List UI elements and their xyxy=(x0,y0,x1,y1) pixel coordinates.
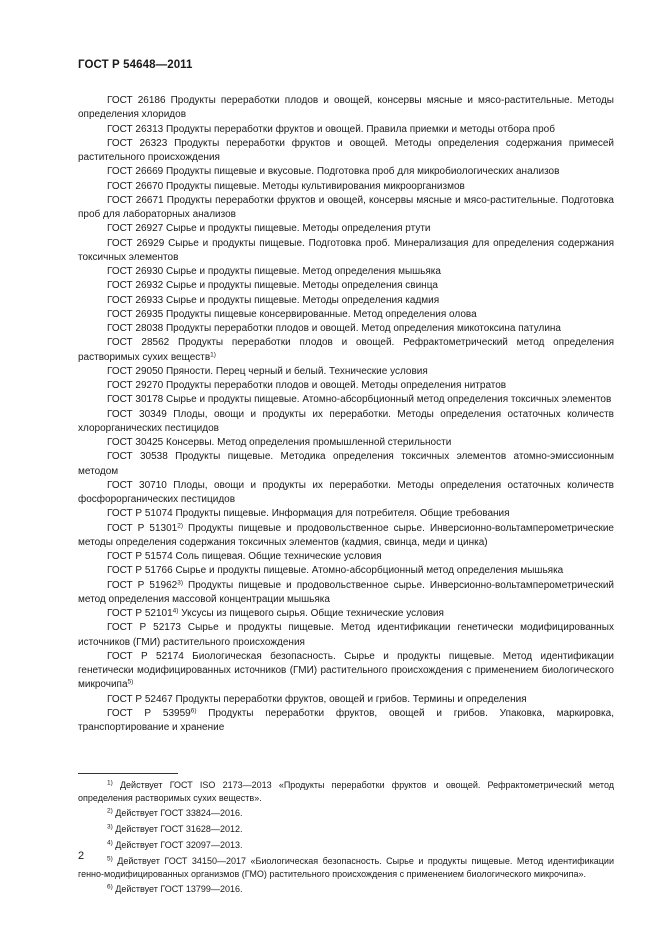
reference-text: ГОСТ 28038 Продукты переработки плодов и овощей. Метод определения микотоксина патулина xyxy=(107,323,561,334)
reference-designation: ГОСТ Р 51301 xyxy=(107,522,178,534)
reference-item xyxy=(78,707,614,736)
footnote-mark: 3) xyxy=(107,823,113,831)
reference-item xyxy=(78,436,614,450)
reference-text: ГОСТ 26933 Сырье и продукты пищевые. Методы определения кадмия xyxy=(107,294,440,306)
reference-text: ГОСТ 30349 Плоды, овощи и продукты их переработки. Методы определения остаточных количеств хлорорганических пестицидов xyxy=(78,408,614,434)
reference-text: ГОСТ Р 51574 Соль пищевая. Общие технические условия xyxy=(107,551,382,562)
reference-item xyxy=(78,123,614,137)
reference-item xyxy=(78,479,614,508)
reference-text: ГОСТ 26186 Продукты переработки плодов и овощей, консервы мясные и мясо-растительные. Методы определения хлоридов xyxy=(78,95,614,121)
reference-item xyxy=(78,194,614,223)
reference-item xyxy=(78,265,614,279)
reference-text: ГОСТ Р 52173 Сырье и продукты пищевые. Метод идентификации генетически модифицированных источников (ГМИ) растительного происхождения xyxy=(78,622,614,648)
footnote-mark: 5) xyxy=(127,678,134,686)
reference-text: ГОСТ 26670 Продукты пищевые. Методы культивирования микроорганизмов xyxy=(107,180,465,192)
reference-item xyxy=(78,308,614,322)
reference-item xyxy=(78,294,614,308)
footnote-mark: 3) xyxy=(177,579,183,586)
reference-item xyxy=(78,322,614,336)
reference-designation: ГОСТ Р 52101 xyxy=(107,608,173,619)
reference-text: ГОСТ 26323 Продукты переработки фруктов и овощей. Методы определения содержания примесей растительного происхождения xyxy=(78,137,614,163)
reference-item xyxy=(78,650,614,693)
reference-item xyxy=(78,180,614,194)
footnote-mark: 2) xyxy=(107,807,113,815)
footnote-text: Действует ГОСТ 34150—2017 «Биологическая безопасность. Сырье и продукты пищевые. Метод идентификации генно-модифицированных организмов (ГМО) растительного происхождения с применением биологического микрочипа». xyxy=(78,856,614,879)
reference-item xyxy=(78,94,614,123)
reference-item xyxy=(78,379,614,393)
footnote-mark: 4) xyxy=(107,839,113,847)
reference-text: ГОСТ 28562 Продукты переработки плодов и овощей. Рефрактометрический метод определения растворимых сухих веществ xyxy=(78,337,614,363)
footnote-divider xyxy=(78,773,178,774)
reference-text: ГОСТ 30178 Сырье и продукты пищевые. Атомно-абсорбционный метод определения токсичных элементов xyxy=(107,394,612,406)
footnote-item xyxy=(78,779,614,804)
reference-text: ГОСТ 29270 Продукты переработки плодов и овощей. Методы определения нитратов xyxy=(107,380,507,391)
footnote-item xyxy=(78,823,614,836)
footnote-text: Действует ГОСТ 31628—2012. xyxy=(112,824,243,835)
footnotes xyxy=(78,779,614,899)
reference-item xyxy=(78,621,614,650)
reference-text: ГОСТ 26932 Сырье и продукты пищевые. Методы определения свинца xyxy=(107,280,438,292)
reference-item xyxy=(78,693,614,707)
reference-item xyxy=(78,393,614,407)
footnote-text: Действует ГОСТ 33824—2016. xyxy=(112,808,243,819)
footnote-text: Действует ГОСТ ISO 2173—2013 «Продукты переработки фруктов и овощей. Рефрактометрический метод определения растворимых сухих веществ». xyxy=(78,780,614,803)
reference-text: ГОСТ Р 51074 Продукты пищевые. Информация для потребителя. Общие требования xyxy=(107,508,510,520)
reference-item xyxy=(78,237,614,266)
reference-text: ГОСТ 30710 Плоды, овощи и продукты их переработки. Методы определения остаточных количеств фосфорорганических пестицидов xyxy=(78,479,614,505)
reference-item xyxy=(78,137,614,166)
footnote-mark: 1) xyxy=(210,351,216,358)
footnote-mark: 1) xyxy=(107,779,113,787)
reference-title: Продукты переработки фруктов, овощей и грибов. Упаковка, маркировка, транспортирование и хранение xyxy=(78,707,614,733)
footnote-text: Действует ГОСТ 32097—2013. xyxy=(112,840,243,851)
reference-text: ГОСТ 30425 Консервы. Метод определения промышленной стерильности xyxy=(107,437,452,448)
footnote-mark: 4) xyxy=(172,607,179,615)
reference-item xyxy=(78,550,614,564)
normative-references xyxy=(78,94,614,735)
footnote-item xyxy=(78,807,614,820)
reference-text: ГОСТ Р 52467 Продукты переработки фруктов, овощей и грибов. Термины и определения xyxy=(107,693,527,705)
reference-text: ГОСТ 26671 Продукты переработки фруктов и овощей, консервы мясные и мясо-растительные. Подготовка проб для лабораторных анализов xyxy=(78,194,614,220)
reference-item xyxy=(78,607,614,621)
reference-text: ГОСТ 26669 Продукты пищевые и вкусовые. Подготовка проб для микробиологических анализов xyxy=(107,166,560,178)
reference-text: ГОСТ 29050 Пряности. Перец черный и белый. Технические условия xyxy=(107,365,428,377)
footnote-mark: 6) xyxy=(190,707,197,715)
reference-title: Продукты пищевые и продовольственное сырье. Инверсионно-вольтамперометрический метод определения массовой концентрации мышьяка xyxy=(78,579,614,605)
reference-item xyxy=(78,579,614,608)
footnote-text: Действует ГОСТ 13799—2016. xyxy=(112,884,243,895)
footnote-mark: 6) xyxy=(107,883,113,891)
reference-item xyxy=(78,564,614,578)
reference-text: ГОСТ 30538 Продукты пищевые. Методика определения токсичных элементов атомно-эмиссионным методом xyxy=(78,451,614,477)
reference-text: ГОСТ 26313 Продукты переработки фруктов и овощей. Правила приемки и методы отбора проб xyxy=(107,123,555,135)
page-header: ГОСТ Р 54648—2011 xyxy=(78,59,193,71)
reference-title: Уксусы из пищевого сырья. Общие технические условия xyxy=(178,608,444,619)
reference-item xyxy=(78,522,614,551)
reference-item xyxy=(78,336,614,365)
reference-item xyxy=(78,165,614,179)
reference-text: ГОСТ 26935 Продукты пищевые консервированные. Метод определения олова xyxy=(107,308,477,320)
reference-designation: ГОСТ Р 51962 xyxy=(107,579,178,591)
reference-text: ГОСТ Р 52174 Биологическая безопасность. Сырье и продукты пищевые. Метод идентификации генетически модифицированных источников (ГМИ) растительного происхождения с применением биологического микрочипа xyxy=(78,650,614,691)
reference-item xyxy=(78,507,614,521)
reference-text: ГОСТ Р 51766 Сырье и продукты пищевые. Атомно-абсорбционный метод определения мышьяка xyxy=(107,565,564,577)
footnote-item xyxy=(78,839,614,852)
reference-item xyxy=(78,279,614,293)
reference-item xyxy=(78,222,614,236)
reference-item xyxy=(78,450,614,479)
reference-text: ГОСТ 26929 Сырье и продукты пищевые. Подготовка проб. Минерализация для определения содержания токсичных элементов xyxy=(78,237,614,263)
footnote-item xyxy=(78,855,614,880)
reference-designation: ГОСТ Р 53959 xyxy=(107,707,191,719)
reference-item xyxy=(78,408,614,437)
footnote-mark: 2) xyxy=(177,522,183,529)
reference-item xyxy=(78,365,614,379)
reference-text: ГОСТ 26927 Сырье и продукты пищевые. Методы определения ртути xyxy=(107,223,431,235)
footnote-mark: 5) xyxy=(107,855,113,863)
reference-title: Продукты пищевые и продовольственное сырье. Инверсионно-вольтамперометрические методы определения содержания токсичных элементов (кадмия, свинца, меди и цинка) xyxy=(78,522,614,548)
footnote-item xyxy=(78,883,614,896)
reference-text: ГОСТ 26930 Сырье и продукты пищевые. Метод определения мышьяка xyxy=(107,266,441,277)
page-number: 2 xyxy=(78,850,85,862)
